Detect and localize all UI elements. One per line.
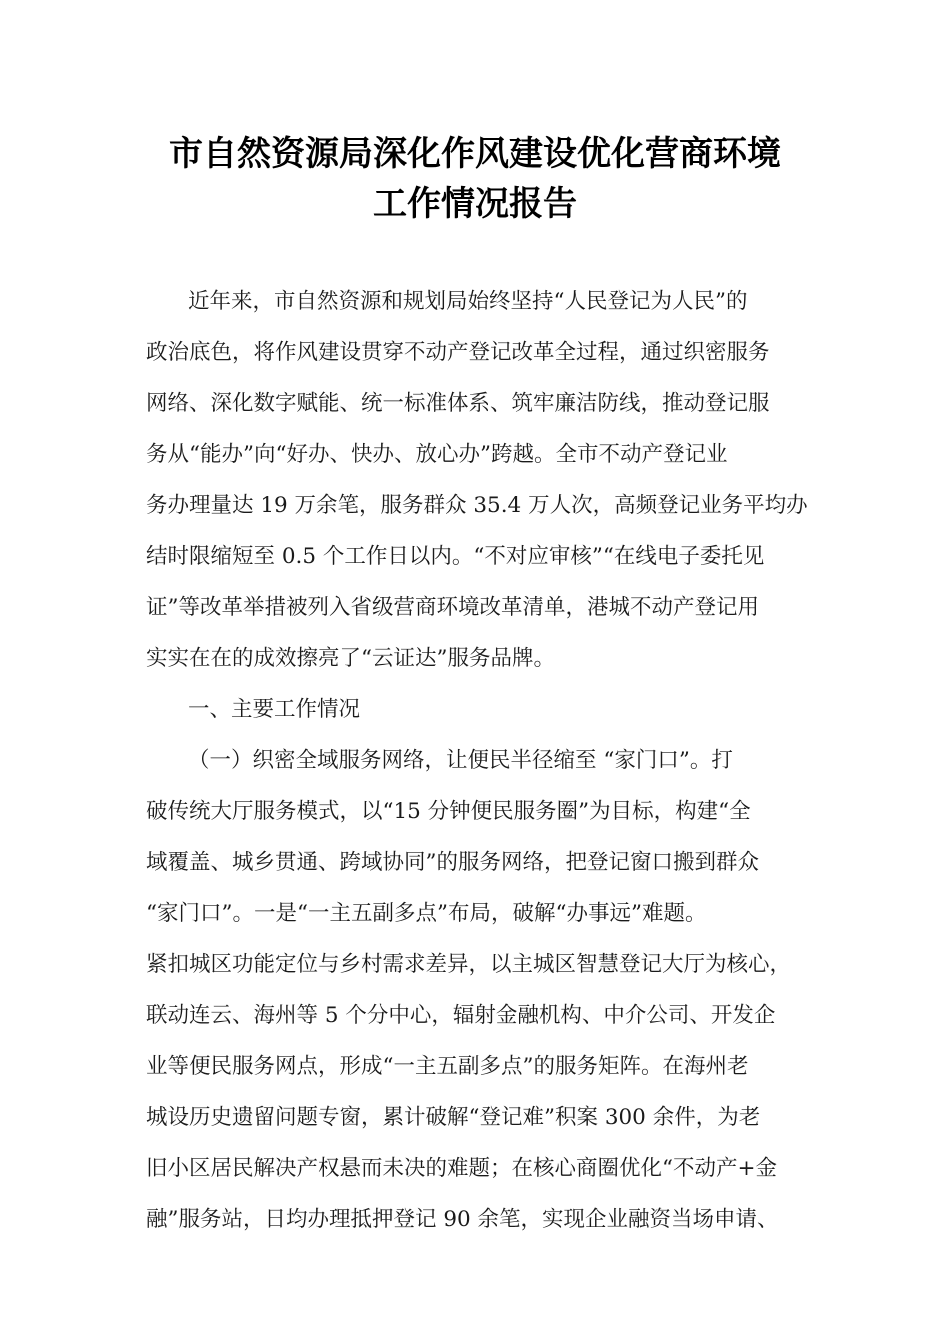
paragraph-line: 证”等改革举措被列入省级营商环境改革清单，港城不动产登记用 bbox=[146, 595, 759, 620]
paragraph-line: 务办理量达 19 万余笔，服务群众 35.4 万人次，高频登记业务平均办 bbox=[146, 493, 808, 518]
paragraph-line: 紧扣城区功能定位与乡村需求差异，以主城区智慧登记大厅为核心， bbox=[146, 952, 792, 977]
paragraph-line: 联动连云、海州等 5 个分中心，辐射金融机构、中介公司、开发企 bbox=[146, 1003, 776, 1028]
paragraph-line: 域覆盖、城乡贯通、跨域协同”的服务网络，把登记窗口搬到群众 bbox=[146, 850, 759, 875]
paragraph-line: 政治底色，将作风建设贯穿不动产登记改革全过程，通过织密服务 bbox=[146, 340, 770, 365]
document-title-line-2: 工作情况报告 bbox=[373, 184, 577, 224]
paragraph-line: 实实在在的成效擦亮了“云证达”服务品牌。 bbox=[146, 646, 555, 671]
paragraph-line: 融”服务站，日均办理抵押登记 90 余笔，实现企业融资当场申请、 bbox=[146, 1207, 779, 1232]
paragraph-line: 网络、深化数字赋能、统一标准体系、筑牢廉洁防线，推动登记服 bbox=[146, 391, 770, 416]
document-title-line-1: 市自然资源局深化作风建设优化营商环境 bbox=[169, 134, 781, 174]
paragraph-line: 一、主要工作情况 bbox=[188, 697, 361, 722]
paragraph-line: （一）织密全域服务网络，让便民半径缩至 “家门口”。打 bbox=[188, 748, 733, 773]
paragraph-line: 结时限缩短至 0.5 个工作日以内。“不对应审核”“在线电子委托见 bbox=[146, 544, 765, 569]
paragraph-line: 旧小区居民解决产权悬而未决的难题；在核心商圈优化“不动产+金 bbox=[146, 1156, 778, 1181]
paragraph-line: 破传统大厅服务模式，以“15 分钟便民服务圈”为目标，构建“全 bbox=[146, 799, 751, 824]
paragraph-line: 务从“能办”向“好办、快办、放心办”跨越。全市不动产登记业 bbox=[146, 442, 728, 467]
paragraph-line: “家门口”。一是“一主五副多点”布局，破解“办事远”难题。 bbox=[146, 901, 707, 926]
paragraph-line: 业等便民服务网点，形成“一主五副多点”的服务矩阵。在海州老 bbox=[146, 1054, 749, 1079]
paragraph-line: 近年来，市自然资源和规划局始终坚持“人民登记为人民”的 bbox=[188, 289, 748, 314]
paragraph-line: 城设历史遗留问题专窗，累计破解“登记难”积案 300 余件，为老 bbox=[146, 1105, 761, 1130]
